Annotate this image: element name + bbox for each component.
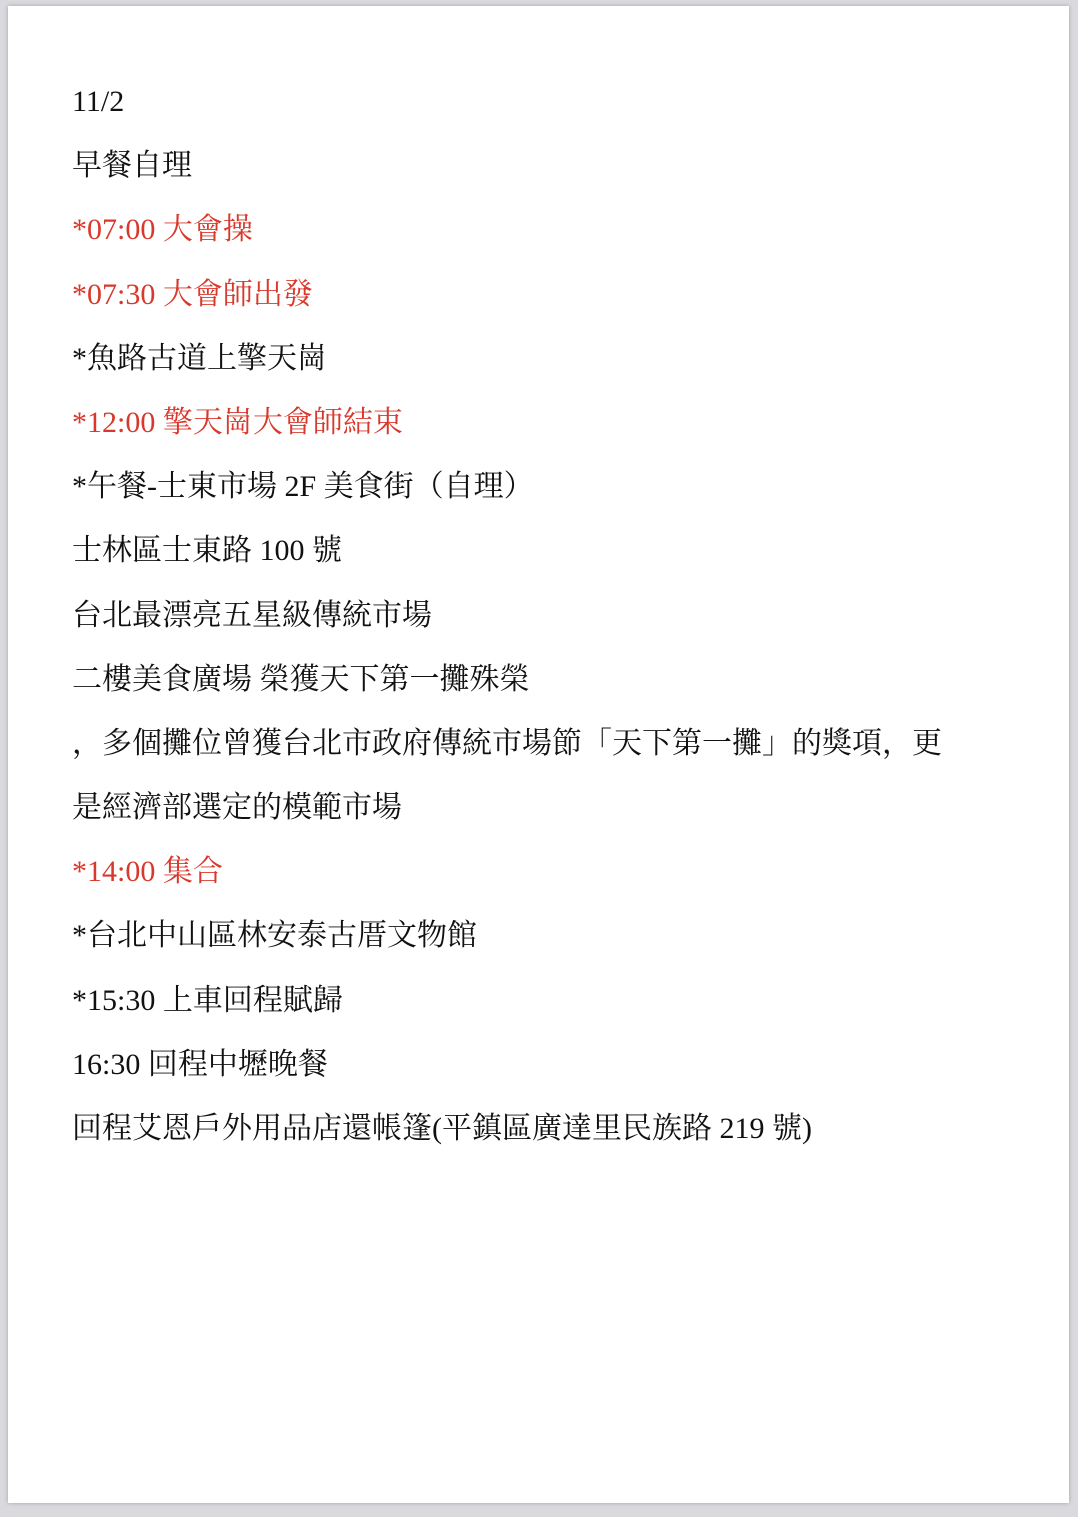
- schedule-line: *15:30 上車回程賦歸: [72, 983, 343, 1017]
- schedule-line-highlight: *07:00 大會操: [72, 213, 253, 247]
- schedule-line: *魚路古道上擎天崗: [72, 341, 327, 375]
- schedule-line: *台北中山區林安泰古厝文物館: [72, 919, 477, 953]
- document-body: [72, 78, 1017, 1169]
- address-line: 士林區士東路 100 號: [72, 534, 342, 568]
- schedule-line-highlight: *07:30 大會師出發: [72, 277, 313, 311]
- description-line: 台北最漂亮五星級傳統市場: [72, 598, 432, 632]
- schedule-line: 早餐自理: [72, 149, 192, 183]
- schedule-line-highlight: *12:00 擎天崗大會師結束: [72, 405, 403, 439]
- document-page: [8, 6, 1069, 1503]
- schedule-line-highlight: *14:00 集合: [72, 855, 223, 889]
- description-line: 是經濟部選定的模範市場: [72, 791, 402, 825]
- description-line: 二樓美食廣場 榮獲天下第一攤殊榮: [72, 662, 530, 696]
- schedule-line: 回程艾恩戶外用品店還帳篷(平鎮區廣達里民族路 219 號): [72, 1112, 812, 1145]
- date-heading: 11/2: [72, 85, 125, 118]
- schedule-line: *午餐-士東市場 2F 美食街（自理）: [72, 470, 534, 504]
- schedule-line: 16:30 回程中壢晚餐: [72, 1047, 328, 1081]
- description-line: ，多個攤位曾獲台北市政府傳統市場節「天下第一攤」的獎項，更: [72, 726, 942, 760]
